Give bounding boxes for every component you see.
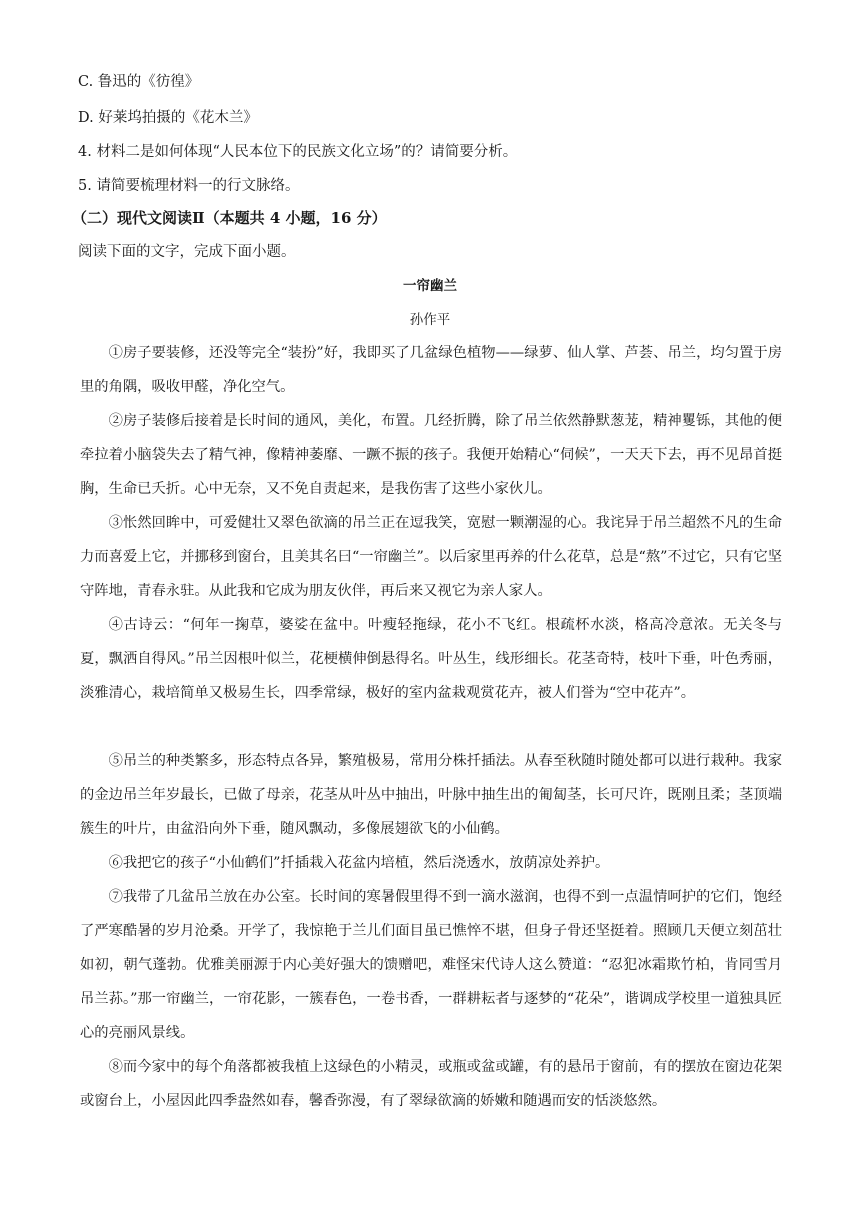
article-paragraph: ⑧而今家中的每个角落都被我植上这绿色的小精灵，或瓶或盆或罐，有的悬吊于窗前，有的摆放在窗边花架或窗台上，小屋因此四季盎然如春，馨香弥漫，有了翠绿欲滴的娇嫩和随遇而安的恬淡悠然。 bbox=[80, 1059, 782, 1109]
article-paragraph: ②房子装修后接着是长时间的通风，美化，布置。几经折腾，除了吊兰依然静默葱茏，精神矍铄，其他的便牵拉着小脑袋失去了精气神，像精神萎靡、一蹶不振的孩子。我便开始精心“伺候”，一天天下去，再不见昂首挺胸，生命已夭折。心中无奈，又不免自责起来，是我伤害了这些小家伙儿。 bbox=[80, 413, 782, 497]
article-title: 一帘幽兰 bbox=[403, 278, 457, 294]
section-heading: （二）现代文阅读Ⅱ（本题共 4 小题，16 分） bbox=[72, 209, 387, 227]
option-d: D. 好莱坞拍摄的《花木兰》 bbox=[78, 110, 258, 126]
article-paragraph: ⑦我带了几盆吊兰放在办公室。长时间的寒暑假里得不到一滴水滋润，也得不到一点温情呵护的它们，饱经了严寒酷暑的岁月沧桑。开学了，我惊艳于兰儿们面目虽已憔悴不堪，但身子骨还坚挺着。照顾几天便立刻茁壮如初，朝气蓬勃。优雅美丽源于内心美好强大的馈赠吧，难怪宋代诗人这么赞道：“忍犯冰霜欺竹柏，肯同雪月吊兰荪。”那一帘幽兰，一帘花影，一簇春色，一卷书香，一群耕耘者与逐梦的“花朵”，谐调成学校里一道独具匠心的亮丽风景线。 bbox=[80, 889, 782, 1041]
article-paragraph: ⑥我把它的孩子“小仙鹤们”扦插栽入花盆内培植，然后浇透水，放荫凉处养护。 bbox=[108, 855, 610, 871]
question-5: 5. 请简要梳理材料一的行文脉络。 bbox=[78, 178, 300, 194]
question-4: 4. 材料二是如何体现“人民本位下的民族文化立场”的？请简要分析。 bbox=[78, 144, 518, 160]
article-paragraph: ⑤吊兰的种类繁多，形态特点各异，繁殖极易，常用分株扦插法。从春至秋随时随处都可以进行栽种。我家的金边吊兰年岁最长，已做了母亲，花茎从叶丛中抽出，叶脉中抽生出的匍匐茎，长可尺许，既刚且柔；茎顶端簇生的叶片，由盆沿向外下垂，随风飘动，多像展翅欲飞的小仙鹤。 bbox=[80, 753, 782, 837]
option-c: C. 鲁迅的《彷徨》 bbox=[78, 74, 200, 90]
section-instruction: 阅读下面的文字，完成下面小题。 bbox=[78, 244, 296, 260]
article-paragraph: ①房子要装修，还没等完全“装扮”好，我即买了几盆绿色植物——绿萝、仙人掌、芦荟、吊兰，均匀置于房里的角隅，吸收甲醛，净化空气。 bbox=[80, 345, 782, 395]
article-paragraph: ④古诗云：“何年一掬草，婆娑在盆中。叶瘦轻拖绿，花小不飞红。根疏杯水淡，格高冷意浓。无关冬与夏，飘洒自得风。”吊兰因根叶似兰，花梗横伸倒悬得名。叶丛生，线形细长。花茎奇特，枝叶下垂，叶色秀丽，淡雅清心，栽培简单又极易生长，四季常绿，极好的室内盆栽观赏花卉，被人们誉为“空中花卉”。 bbox=[80, 617, 782, 701]
article-paragraph: ③怅然回眸中，可爱健壮又翠色欲滴的吊兰正在逗我笑，宽慰一颗潮湿的心。我诧异于吊兰超然不凡的生命力而喜爱上它，并挪移到窗台，且美其名曰“一帘幽兰”。以后家里再养的什么花草，总是“熬”不过它，只有它坚守阵地，青春永驻。从此我和它成为朋友伙伴，再后来又视它为亲人家人。 bbox=[80, 515, 782, 599]
article-author: 孙作平 bbox=[409, 312, 451, 328]
